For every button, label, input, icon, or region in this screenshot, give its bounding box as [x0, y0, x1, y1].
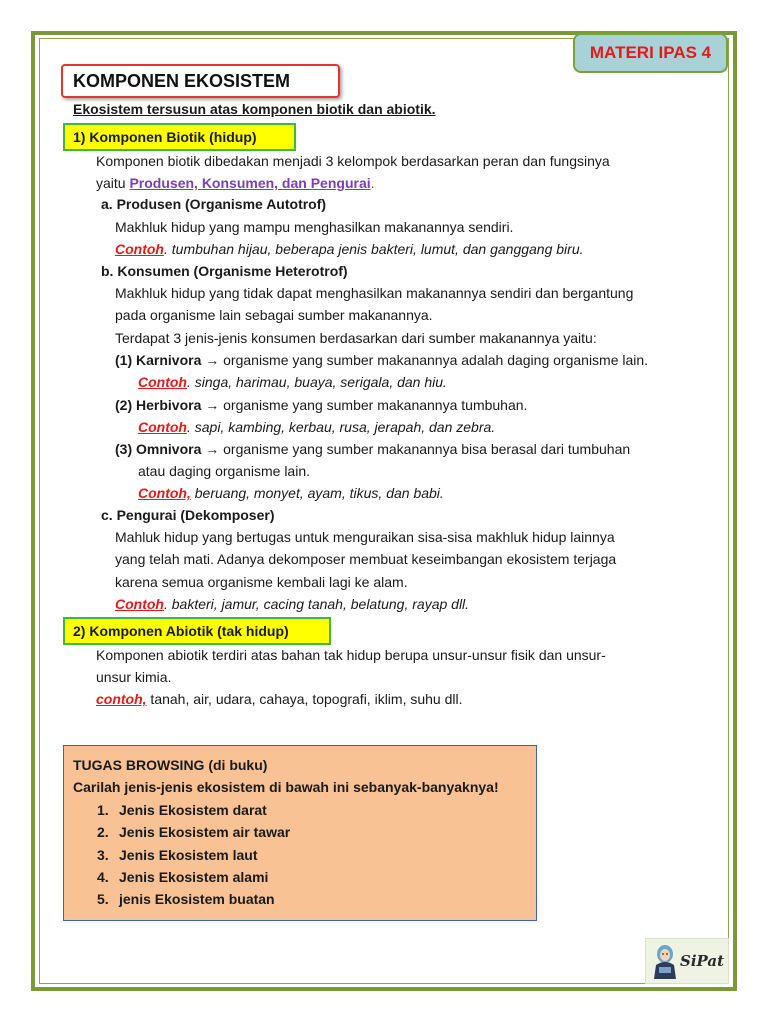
omnivora-example [138, 482, 444, 504]
abiotik-example-label: contoh, [96, 691, 147, 707]
biotik-desc-end: . [370, 175, 375, 192]
karnivora-item [115, 349, 648, 371]
sipat-logo [645, 938, 729, 984]
section-biotik-heading: 1) Komponen Biotik (hidup) [63, 123, 296, 151]
biotik-desc-line1: Komponen biotik dibedakan menjadi 3 kelompok berdasarkan peran dan fungsinya [96, 153, 610, 169]
pengurai-example-text: . bakteri, jamur, cacing tanah, belatung, rayap dll. [163, 596, 470, 612]
karnivora-num: (1) [115, 352, 136, 368]
pengurai-text-line1: Mahluk hidup yang bertugas untuk menguraikan sisa-sisa makhluk hidup lainnya [115, 529, 615, 545]
omnivora-example-label: Contoh, [138, 485, 191, 501]
pengurai-text [115, 526, 694, 593]
produsen-heading: a. Produsen (Organisme Autotrof) [101, 196, 327, 212]
arrow-icon: → [201, 441, 224, 457]
konsumen-text [115, 282, 694, 349]
task-instruction: Carilah jenis-jenis ekosistem di bawah ini sebanyak-banyaknya! [73, 779, 499, 796]
abiotik-description [96, 644, 694, 689]
omnivora-text-line1: organisme yang sumber makanannya bisa berasal dari tumbuhan [223, 441, 631, 457]
pengurai-example-label: Contoh [115, 596, 164, 612]
biotik-desc-prefix: yaitu [96, 175, 130, 192]
omnivora-item [115, 438, 694, 460]
produsen-example-label: Contoh [115, 241, 164, 257]
list-item: 4. Jenis Ekosistem alami [97, 869, 269, 886]
intro-text: Ekosistem tersusun atas komponen biotik dan abiotik. [73, 101, 436, 117]
task-box [63, 745, 537, 921]
omnivora-example-text: beruang, monyet, ayam, tikus, dan babi. [190, 485, 444, 501]
pengurai-example [115, 593, 469, 615]
logo-text: SiPat [680, 952, 725, 970]
abiotik-example [96, 688, 463, 710]
karnivora-text: organisme yang sumber makanannya adalah daging organisme lain. [223, 352, 649, 368]
herbivora-text: organisme yang sumber makanannya tumbuhan. [223, 397, 528, 413]
pengurai-text-line3: karena semua organisme kembali lagi ke alam. [115, 573, 408, 590]
herbivora-label: Herbivora [136, 397, 202, 413]
task-title: TUGAS BROWSING (di buku) [73, 757, 268, 773]
pengurai-text-line2: yang telah mati. Adanya dekomposer membuat keseimbangan ekosistem terjaga [115, 551, 617, 568]
produsen-example-text: . tumbuhan hijau, beberapa jenis bakteri, lumut, dan ganggang biru. [163, 241, 584, 257]
herbivora-num: (2) [115, 397, 136, 413]
konsumen-heading: b. Konsumen (Organisme Heterotrof) [101, 263, 348, 279]
herbivora-item [115, 394, 527, 416]
omnivora-label: Omnivora [136, 441, 202, 457]
produsen-text: Makhluk hidup yang mampu menghasilkan makanannya sendiri. [115, 219, 514, 235]
subject-badge: MATERI IPAS 4 [573, 33, 728, 73]
produsen-example [115, 238, 584, 260]
herbivora-example-label: Contoh [138, 419, 187, 435]
karnivora-example-text: . singa, harimau, buaya, serigala, dan hiu. [186, 374, 447, 390]
pengurai-heading: c. Pengurai (Dekomposer) [101, 507, 275, 523]
list-item: 3. Jenis Ekosistem laut [97, 846, 258, 863]
arrow-icon: → [201, 397, 224, 413]
page-title: KOMPONEN EKOSISTEM [61, 64, 340, 98]
konsumen-text-line3: Terdapat 3 jenis-jenis konsumen berdasarkan dari sumber makanannya yaitu: [115, 329, 597, 346]
section-abiotik-heading: 2) Komponen Abiotik (tak hidup) [63, 617, 331, 645]
omnivora-num: (3) [115, 441, 136, 457]
biotik-description [96, 150, 694, 195]
herbivora-example [138, 416, 495, 438]
konsumen-text-line2: pada organisme lain sebagai sumber makanannya. [115, 307, 433, 324]
konsumen-text-line1: Makhluk hidup yang tidak dapat menghasilkan makanannya sendiri dan bergantung [115, 285, 634, 301]
biotik-highlight: Produsen, Konsumen, dan Pengurai [129, 175, 371, 192]
karnivora-example-label: Contoh [138, 374, 187, 390]
arrow-icon: → [201, 352, 224, 368]
omnivora-text-line2: atau daging organisme lain. [138, 463, 311, 479]
abiotik-example-text: tanah, air, udara, cahaya, topografi, iklim, suhu dll. [146, 691, 463, 707]
karnivora-example [138, 371, 447, 393]
list-item: 5. jenis Ekosistem buatan [97, 891, 275, 908]
list-item: 2. Jenis Ekosistem air tawar [97, 824, 291, 841]
list-item: 1. Jenis Ekosistem darat [97, 801, 267, 818]
abiotik-desc-line2: unsur kimia. [96, 669, 172, 686]
karnivora-label: Karnivora [136, 352, 202, 368]
abiotik-desc-line1: Komponen abiotik terdiri atas bahan tak hidup berupa unsur-unsur fisik dan unsur- [96, 647, 606, 663]
herbivora-example-text: . sapi, kambing, kerbau, rusa, jerapah, dan zebra. [186, 419, 496, 435]
